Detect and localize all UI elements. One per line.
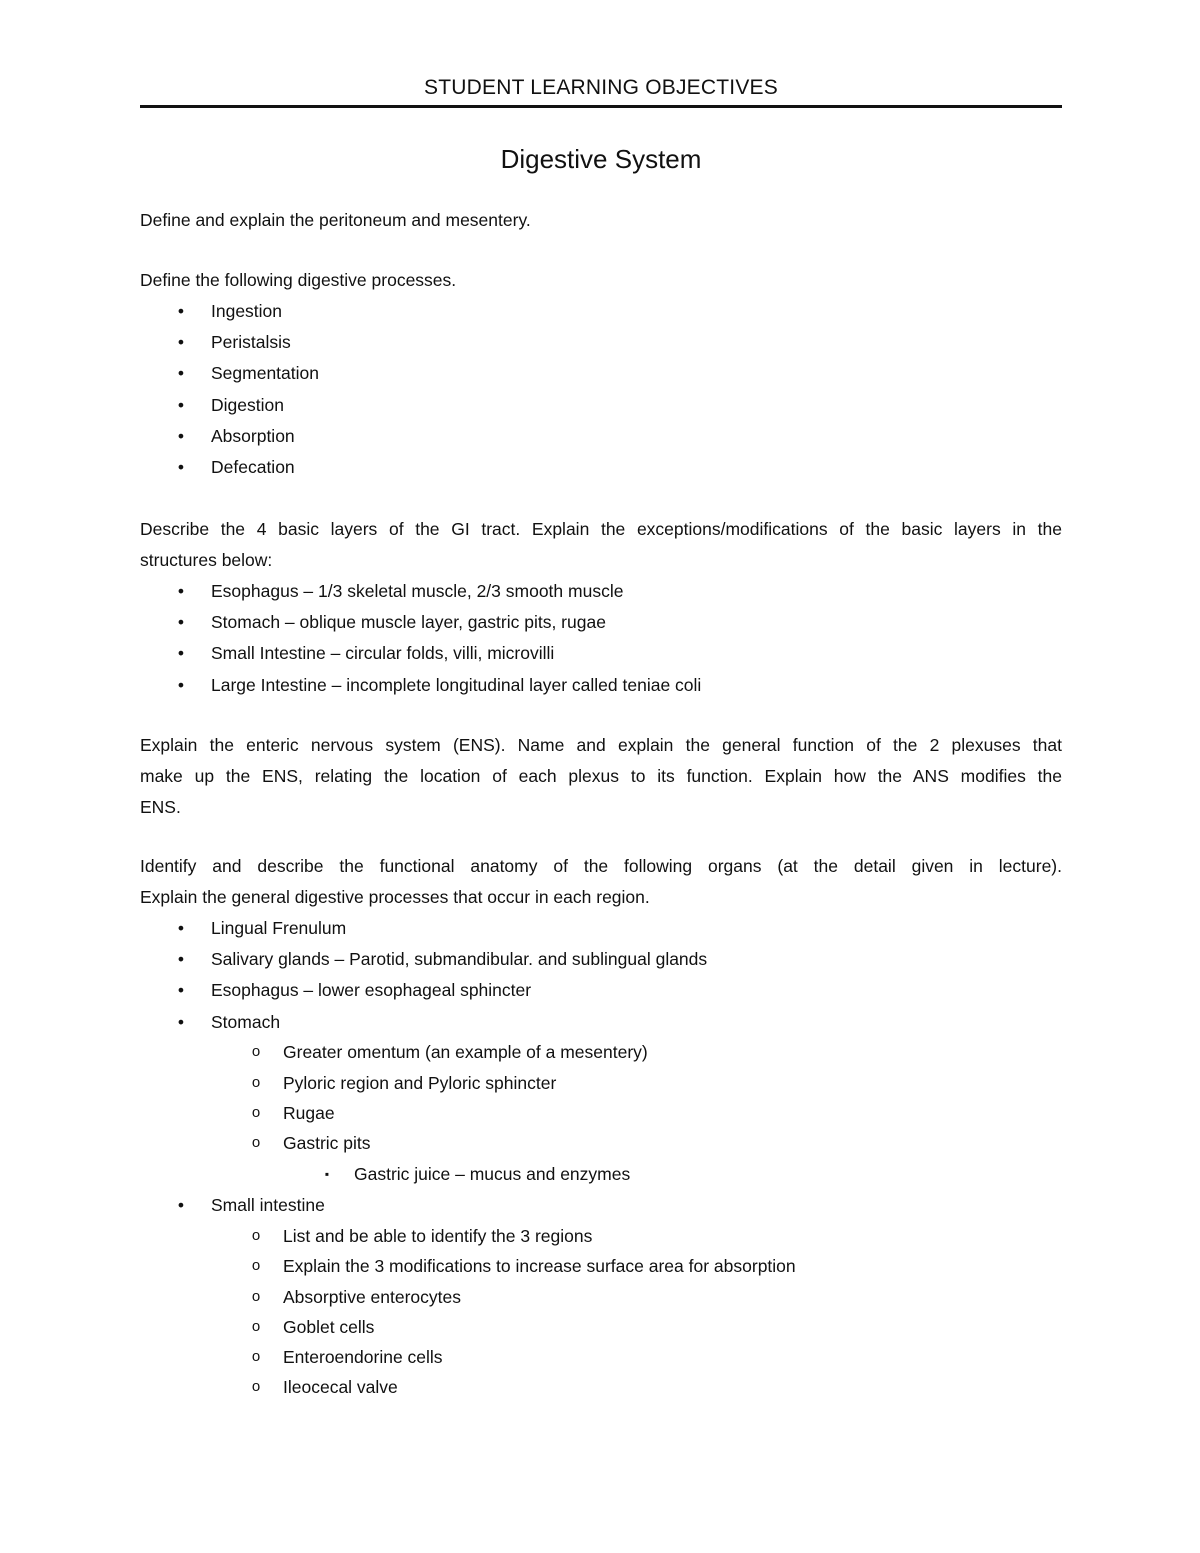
list-item-label: Large Intestine – incomplete longitudinal layer called teniae coli	[211, 675, 702, 695]
list-item-label: Defecation	[211, 457, 295, 477]
list-item	[140, 1011, 1062, 1035]
objective-organs-line2: Explain the general digestive processes that occur in each region.	[140, 887, 650, 907]
bullet-icon: •	[177, 643, 185, 663]
objective-layers-line2: structures below:	[140, 550, 273, 570]
list-item	[140, 394, 1062, 418]
list-item	[140, 580, 1062, 604]
sub-list-item-label: Absorptive enterocytes	[283, 1287, 462, 1307]
list-item-label: Stomach	[211, 1012, 281, 1032]
bullet-icon: •	[177, 980, 185, 1000]
objective-ens-line2: make up the ENS, relating the location of each plexus to its function. Explain how the ANS modifies the	[140, 766, 1062, 786]
list-item	[140, 674, 1062, 698]
bullet-icon: •	[177, 675, 185, 695]
objective-processes-intro: Define the following digestive processes.	[140, 270, 457, 290]
list-item	[140, 917, 1062, 941]
list-item-label: Absorption	[211, 426, 295, 446]
sub-list-item	[140, 1316, 1062, 1340]
list-item	[140, 362, 1062, 386]
sub-list-item	[140, 1376, 1062, 1400]
sub-list-item	[140, 1041, 1062, 1065]
sub-list-item	[140, 1255, 1062, 1279]
list-item	[140, 300, 1062, 324]
sub-list-item-label: List and be able to identify the 3 regions	[283, 1226, 593, 1246]
list-item	[140, 456, 1062, 480]
objective-organs-line1: Identify and describe the functional anatomy of the following organs (at the detail given in lecture).	[140, 856, 1062, 876]
bullet-icon: •	[177, 918, 185, 938]
bullet-icon: •	[177, 301, 185, 321]
bullet-icon: •	[177, 1012, 185, 1032]
bullet-icon: •	[177, 363, 185, 383]
list-item-label: Salivary glands – Parotid, submandibular. and sublingual glands	[211, 949, 708, 969]
sub-list-item	[140, 1132, 1062, 1156]
list-item	[140, 948, 1062, 972]
sub-list-item	[140, 1072, 1062, 1096]
page-header: STUDENT LEARNING OBJECTIVES	[424, 76, 778, 99]
list-item	[140, 425, 1062, 449]
circle-bullet-icon: o	[251, 1288, 261, 1305]
sub-list-item	[140, 1346, 1062, 1370]
list-item	[140, 642, 1062, 666]
circle-bullet-icon: o	[251, 1257, 261, 1274]
list-item	[140, 331, 1062, 355]
sub-list-item	[140, 1102, 1062, 1126]
list-item	[140, 611, 1062, 635]
circle-bullet-icon: o	[251, 1074, 261, 1091]
bullet-icon: •	[177, 612, 185, 632]
sub-sub-list-item	[140, 1163, 1062, 1187]
circle-bullet-icon: o	[251, 1043, 261, 1060]
sub-list-item-label: Greater omentum (an example of a mesentery)	[283, 1042, 648, 1062]
list-item-label: Lingual Frenulum	[211, 918, 347, 938]
circle-bullet-icon: o	[251, 1348, 261, 1365]
sub-list-item-label: Enteroendorine cells	[283, 1347, 443, 1367]
sub-list-item-label: Ileocecal valve	[283, 1377, 398, 1397]
objective-peritoneum: Define and explain the peritoneum and mesentery.	[140, 210, 531, 230]
bullet-icon: •	[177, 949, 185, 969]
list-item-label: Peristalsis	[211, 332, 291, 352]
sub-list-item-label: Gastric pits	[283, 1133, 371, 1153]
list-item-label: Small intestine	[211, 1195, 325, 1215]
bullet-icon: •	[177, 395, 185, 415]
circle-bullet-icon: o	[251, 1227, 261, 1244]
sub-list-item-label: Goblet cells	[283, 1317, 375, 1337]
list-item	[140, 1194, 1062, 1218]
circle-bullet-icon: o	[251, 1104, 261, 1121]
square-bullet-icon: ▪	[324, 1167, 330, 1181]
sub-list-item-label: Pyloric region and Pyloric sphincter	[283, 1073, 557, 1093]
objective-ens-line3: ENS.	[140, 797, 181, 817]
sub-list-item-label: Explain the 3 modifications to increase surface area for absorption	[283, 1256, 796, 1276]
circle-bullet-icon: o	[251, 1378, 261, 1395]
list-item-label: Stomach – oblique muscle layer, gastric pits, rugae	[211, 612, 606, 632]
list-item	[140, 979, 1062, 1003]
objective-ens-line1: Explain the enteric nervous system (ENS). Name and explain the general function of the 2 plexuses that	[140, 735, 1062, 755]
bullet-icon: •	[177, 426, 185, 446]
objective-layers-line1: Describe the 4 basic layers of the GI tract. Explain the exceptions/modifications of the basic layers in the	[140, 519, 1062, 539]
list-item-label: Small Intestine – circular folds, villi, microvilli	[211, 643, 555, 663]
list-item-label: Digestion	[211, 395, 284, 415]
list-item-label: Esophagus – lower esophageal sphincter	[211, 980, 532, 1000]
sub-sub-list-item-label: Gastric juice – mucus and enzymes	[354, 1164, 631, 1184]
bullet-icon: •	[177, 1195, 185, 1215]
bullet-icon: •	[177, 581, 185, 601]
sub-list-item	[140, 1225, 1062, 1249]
bullet-icon: •	[177, 332, 185, 352]
list-item-label: Ingestion	[211, 301, 283, 321]
list-item-label: Esophagus – 1/3 skeletal muscle, 2/3 smooth muscle	[211, 581, 624, 601]
header-rule	[140, 105, 1062, 108]
circle-bullet-icon: o	[251, 1318, 261, 1335]
sub-list-item	[140, 1286, 1062, 1310]
circle-bullet-icon: o	[251, 1134, 261, 1151]
bullet-icon: •	[177, 457, 185, 477]
list-item-label: Segmentation	[211, 363, 319, 383]
document-title: Digestive System	[500, 144, 702, 174]
sub-list-item-label: Rugae	[283, 1103, 335, 1123]
